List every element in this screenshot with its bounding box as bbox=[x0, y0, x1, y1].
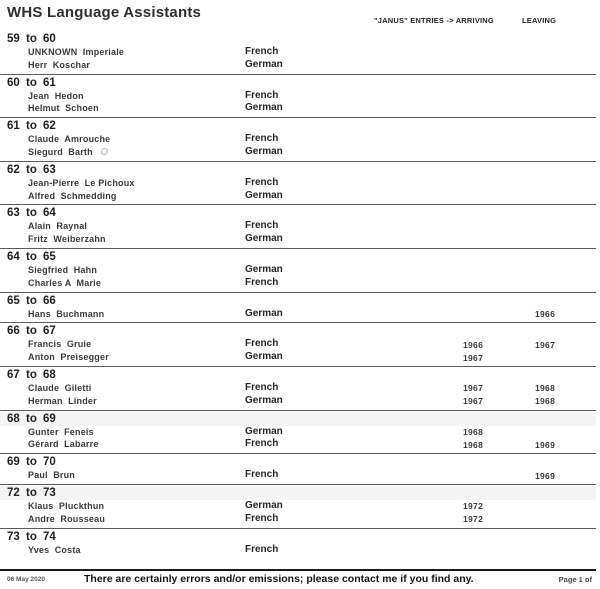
year-group-73-74 bbox=[0, 529, 596, 559]
language-label: French bbox=[245, 89, 279, 101]
leaving-year: 1967 bbox=[535, 339, 556, 350]
arriving-column-header: "JANUS" ENTRIES -> ARRIVING bbox=[374, 16, 494, 25]
assistant-name: Siegfried Hahn bbox=[28, 264, 98, 275]
language-label: German bbox=[245, 307, 283, 319]
assistant-name: Alain Raynal bbox=[28, 221, 88, 232]
language-label: French bbox=[245, 46, 279, 57]
year-group-68-69 bbox=[0, 411, 596, 455]
footer-disclaimer: There are certainly errors and/or emissions; please contact me if you find any. bbox=[84, 573, 474, 585]
assistant-row bbox=[0, 426, 596, 439]
period-heading: 63 to 64 bbox=[7, 207, 56, 220]
period-heading: 68 to 69 bbox=[0, 412, 596, 426]
language-label: French bbox=[245, 381, 279, 393]
year-group-72-73 bbox=[0, 485, 596, 529]
year-group-67-68 bbox=[0, 367, 596, 411]
assistant-row bbox=[0, 277, 596, 290]
assistant-row bbox=[0, 382, 596, 395]
language-label: French bbox=[245, 133, 279, 145]
year-group-66-67 bbox=[0, 323, 596, 367]
language-label: French bbox=[245, 176, 279, 188]
arriving-year: 1972 bbox=[463, 501, 484, 512]
period-heading: 65 to 66 bbox=[7, 294, 56, 307]
period-heading: 59 to 60 bbox=[7, 33, 56, 45]
assistant-name: Gunter Feneis bbox=[28, 426, 94, 437]
assistant-name: Paul Brun bbox=[28, 470, 76, 481]
period-heading: 60 to 61 bbox=[7, 76, 56, 89]
period-heading: 69 to 70 bbox=[7, 456, 56, 469]
assistants-list bbox=[0, 31, 596, 558]
assistant-name: Herman Linder bbox=[28, 395, 97, 406]
period-heading: 67 to 68 bbox=[7, 368, 56, 381]
leaving-year: 1968 bbox=[535, 396, 556, 407]
period-heading: 64 to 65 bbox=[7, 250, 56, 263]
assistant-row bbox=[0, 264, 596, 277]
assistant-name: Claude Giletti bbox=[28, 382, 92, 393]
year-group-69-70 bbox=[0, 454, 596, 485]
leaving-column-header: LEAVING bbox=[522, 16, 557, 25]
assistant-row bbox=[0, 102, 596, 115]
assistant-name: Siegurd Barth bbox=[28, 146, 93, 157]
assistant-row bbox=[0, 395, 596, 408]
year-group-61-62 bbox=[0, 118, 596, 162]
assistant-row bbox=[0, 59, 596, 72]
assistant-name: UNKNOWN Imperiale bbox=[28, 47, 125, 57]
language-label: German bbox=[245, 499, 283, 511]
assistant-row bbox=[0, 500, 596, 513]
assistant-name: Anton Preisegger bbox=[28, 352, 109, 363]
arriving-year: 1972 bbox=[463, 514, 484, 525]
arriving-year: 1967 bbox=[463, 352, 484, 363]
year-group-60-61 bbox=[0, 75, 596, 119]
language-label: German bbox=[245, 263, 283, 275]
arriving-year: 1967 bbox=[463, 396, 484, 407]
assistant-name: Klaus Pluckthun bbox=[28, 500, 105, 511]
language-label: French bbox=[245, 469, 279, 481]
language-label: German bbox=[245, 351, 283, 363]
footer-page-number: Page 1 of bbox=[558, 575, 592, 584]
assistant-name: Helmut Schoen bbox=[28, 103, 99, 114]
assistant-name: Herr Koschar bbox=[28, 59, 91, 70]
footer-date: 06 May 2020 bbox=[7, 576, 45, 583]
assistant-row bbox=[0, 351, 596, 364]
assistant-name: Hans Buchmann bbox=[28, 308, 105, 319]
assistant-row bbox=[0, 90, 596, 103]
assistant-name: Claude Amrouche bbox=[28, 134, 111, 145]
assistant-name: Charles A Marie bbox=[28, 277, 102, 288]
language-label: German bbox=[245, 145, 283, 157]
leaving-year: 1966 bbox=[535, 309, 556, 320]
language-label: French bbox=[245, 543, 279, 555]
year-group-64-65 bbox=[0, 249, 596, 293]
assistant-name: Gérard Labarre bbox=[28, 439, 99, 450]
assistant-name: Francis Gruie bbox=[28, 339, 92, 350]
assistant-row bbox=[0, 308, 596, 321]
assistant-row bbox=[0, 438, 596, 451]
assistant-row bbox=[0, 46, 596, 59]
assistant-row bbox=[0, 233, 596, 246]
year-group-59-60 bbox=[0, 31, 596, 75]
assistant-row bbox=[0, 190, 596, 203]
assistant-name: Jean Hedon bbox=[28, 90, 84, 101]
assistant-row bbox=[0, 220, 596, 233]
leaving-year: 1968 bbox=[535, 383, 556, 394]
period-heading: 73 to 74 bbox=[7, 530, 56, 543]
language-label: German bbox=[245, 233, 283, 245]
assistant-name: Fritz Weiberzahn bbox=[28, 234, 106, 245]
language-label: French bbox=[245, 276, 279, 288]
year-group-65-66 bbox=[0, 293, 596, 324]
assistant-row bbox=[0, 469, 596, 482]
assistant-row bbox=[0, 177, 596, 190]
assistant-row bbox=[0, 133, 596, 146]
language-label: German bbox=[245, 394, 283, 406]
arriving-year: 1966 bbox=[463, 339, 484, 350]
leaving-year: 1969 bbox=[535, 470, 556, 481]
year-group-63-64 bbox=[0, 205, 596, 249]
arriving-year: 1968 bbox=[463, 439, 484, 450]
page-footer bbox=[0, 569, 596, 589]
arriving-year: 1968 bbox=[463, 427, 484, 438]
assistant-name: Jean-Pierre Le Pichoux bbox=[28, 177, 135, 188]
period-heading: 72 to 73 bbox=[0, 486, 596, 500]
language-label: French bbox=[245, 438, 279, 450]
period-heading: 66 to 67 bbox=[7, 325, 56, 338]
year-group-62-63 bbox=[0, 162, 596, 206]
assistant-row bbox=[0, 146, 596, 159]
language-label: German bbox=[245, 189, 283, 201]
period-heading: 62 to 63 bbox=[7, 163, 56, 176]
arriving-year: 1967 bbox=[463, 383, 484, 394]
circle-annotation bbox=[101, 148, 108, 155]
language-label: German bbox=[245, 102, 283, 114]
language-label: French bbox=[245, 512, 279, 524]
assistant-name: Andre Rousseau bbox=[28, 513, 106, 524]
page-title: WHS Language Assistants bbox=[7, 4, 202, 21]
period-heading: 61 to 62 bbox=[7, 120, 56, 133]
assistant-row bbox=[0, 338, 596, 351]
leaving-year: 1969 bbox=[535, 439, 556, 450]
assistant-name: Alfred Schmedding bbox=[28, 190, 117, 201]
language-label: German bbox=[245, 58, 283, 70]
assistant-row bbox=[0, 544, 596, 557]
assistant-name: Yves Costa bbox=[28, 544, 81, 555]
language-label: French bbox=[245, 220, 279, 232]
assistant-row bbox=[0, 513, 596, 526]
language-label: German bbox=[245, 425, 283, 437]
language-label: French bbox=[245, 338, 279, 350]
